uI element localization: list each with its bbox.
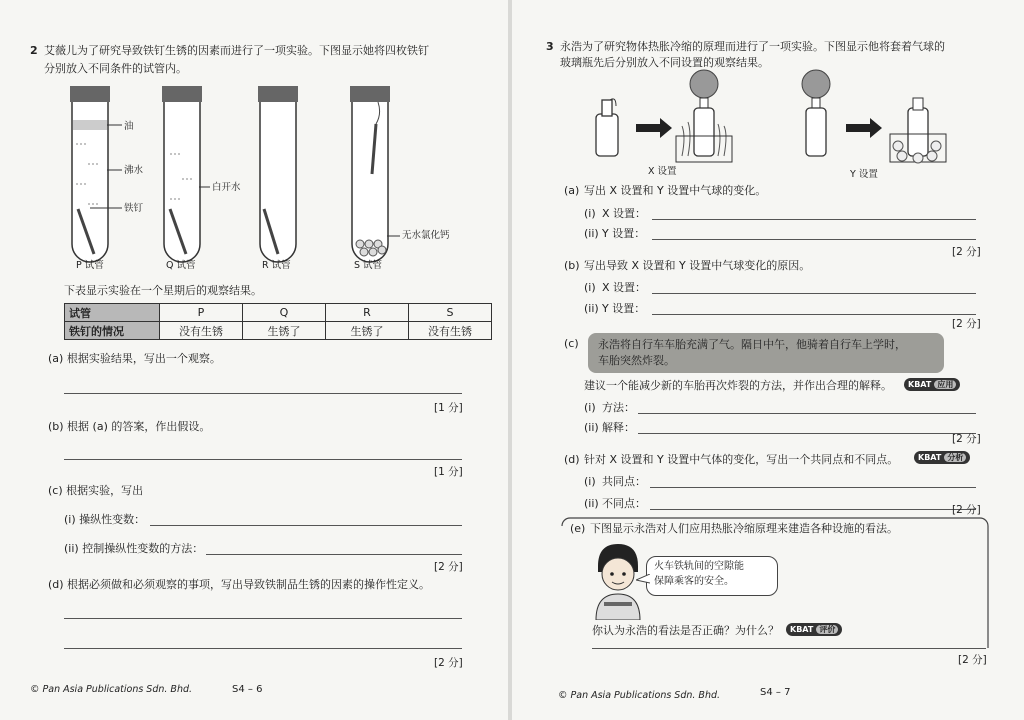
table-header-cell: 铁钉的情况 xyxy=(65,322,160,340)
kbat-badge: KBAT 分析 xyxy=(914,451,970,464)
page-number: S4 – 6 xyxy=(232,684,263,695)
question-a-ii: Y 设置： xyxy=(602,227,646,240)
tube-label-q: Q 试管 xyxy=(166,260,196,271)
marks-c: [2 分] xyxy=(434,561,463,573)
answer-line[interactable] xyxy=(206,554,462,555)
question-a-i: X 设置： xyxy=(602,207,647,220)
question-b-i: X 设置： xyxy=(602,281,647,294)
answer-line[interactable] xyxy=(638,413,976,414)
roman-ii: (ii) xyxy=(584,497,599,510)
question-d-i: 共同点： xyxy=(602,475,646,488)
tube-q xyxy=(162,86,210,262)
setup-x-heated xyxy=(676,70,732,162)
roman-ii: (ii) xyxy=(584,421,599,434)
tube-s xyxy=(350,86,400,262)
table-header-cell: 试管 xyxy=(65,304,160,322)
question-b: (b) 根据 (a) 的答案，作出假设。 xyxy=(48,420,211,433)
answer-line[interactable] xyxy=(652,314,976,315)
question-b-label: (b) xyxy=(564,259,580,272)
table-cell: S xyxy=(409,304,492,322)
roman-i: (i) xyxy=(584,207,596,220)
marks-b: [1 分] xyxy=(434,466,463,478)
table-cell: R xyxy=(326,304,409,322)
tube-p xyxy=(70,86,122,262)
tube-r xyxy=(258,86,298,262)
setup-x-bottle xyxy=(596,99,618,156)
answer-line[interactable] xyxy=(650,509,976,510)
kbat-badge: KBAT 评价 xyxy=(786,623,842,636)
table-row xyxy=(65,304,492,322)
roman-ii: (ii) xyxy=(584,302,599,315)
label-boiled-water: 沸水 xyxy=(124,165,144,176)
question-intro: 艾薇儿为了研究导致铁钉生锈的因素而进行了一项实验。下图显示她将四枚铁钉 xyxy=(44,44,429,57)
question-d-ii: 不同点： xyxy=(602,497,646,510)
scenario-text: 永浩将自行车车胎充满了气。隔日中午，他骑着自行车上学时， xyxy=(598,338,906,351)
table-caption: 下表显示实验在一个星期后的观察结果。 xyxy=(64,284,262,297)
setup-y-label: Y 设置 xyxy=(850,169,878,180)
question-a: (a) 根据实验结果，写出一个观察。 xyxy=(48,352,221,365)
setup-y-cooled xyxy=(890,98,946,163)
roman-i: (i) xyxy=(584,401,596,414)
roman-i: (i) xyxy=(584,281,596,294)
label-cool-boiled-water: 白开水 xyxy=(212,182,241,193)
kbat-badge: KBAT 应用 xyxy=(904,378,960,391)
question-c-i: 方法： xyxy=(602,401,635,414)
marks-d: [2 分] xyxy=(434,657,463,669)
speech-text-2: 保障乘客的安全。 xyxy=(654,576,734,587)
question-b: 写出导致 X 设置和 Y 设置中气球变化的原因。 xyxy=(584,259,811,272)
marks-c: [2 分] xyxy=(952,433,981,445)
answer-line[interactable] xyxy=(64,393,462,394)
question-number: 2 xyxy=(30,44,38,57)
question-c-ii: (ii) 控制操纵性变数的方法： xyxy=(64,542,204,555)
answer-line[interactable] xyxy=(592,648,986,649)
table-row xyxy=(65,322,492,340)
setup-x-label: X 设置 xyxy=(648,166,677,177)
table-cell: Q xyxy=(243,304,326,322)
question-intro: 永浩为了研究物体热胀冷缩的原理而进行了一项实验。下图显示他将套着气球的 xyxy=(560,40,945,53)
page-number: S4 – 7 xyxy=(760,687,791,698)
setup-y-bottle xyxy=(802,70,830,156)
question-a: 写出 X 设置和 Y 设置中气球的变化。 xyxy=(584,184,767,197)
question-c-i: (i) 操纵性变数： xyxy=(64,513,146,526)
question-number: 3 xyxy=(546,40,554,53)
marks-a: [2 分] xyxy=(952,246,981,258)
label-oil: 油 xyxy=(124,121,134,132)
question-c-label: (c) xyxy=(564,337,579,350)
question-b-ii: Y 设置： xyxy=(602,302,646,315)
label-cacl2: 无水氯化钙 xyxy=(402,230,450,241)
marks-b: [2 分] xyxy=(952,318,981,330)
results-table xyxy=(64,303,492,340)
question-c-ii: 解释： xyxy=(602,421,635,434)
roman-i: (i) xyxy=(584,475,596,488)
left-page xyxy=(0,0,508,720)
marks-a: [1 分] xyxy=(434,402,463,414)
question-d: (d) 根据必须做和必须观察的事项，写出导致铁制品生锈的因素的操作性定义。 xyxy=(48,578,431,591)
answer-line[interactable] xyxy=(150,525,462,526)
label-nail: 铁钉 xyxy=(124,203,144,214)
scenario-text-2: 车胎突然炸裂。 xyxy=(598,354,675,367)
table-cell: 生锈了 xyxy=(243,322,326,340)
right-page xyxy=(512,0,1024,720)
answer-line[interactable] xyxy=(638,433,976,434)
speech-bubble-tail xyxy=(636,574,650,584)
question-intro-2: 玻璃瓶先后分别放入不同设置的观察结果。 xyxy=(560,56,769,69)
tube-label-r: R 试管 xyxy=(262,260,291,271)
answer-line[interactable] xyxy=(64,648,462,649)
balloon-bottle-diagram xyxy=(590,66,950,166)
marks-d: [2 分] xyxy=(952,504,981,516)
table-cell: 没有生锈 xyxy=(409,322,492,340)
question-a-label: (a) xyxy=(564,184,580,197)
tube-label-s: S 试管 xyxy=(354,260,383,271)
question-e: 下图显示永浩对人们应用热胀冷缩原理来建造各种设施的看法。 xyxy=(590,522,898,535)
question-c: 建议一个能减少新的车胎再次炸裂的方法，并作出合理的解释。 xyxy=(584,379,892,392)
publisher-footer: © Pan Asia Publications Sdn. Bhd. xyxy=(30,684,193,695)
question-intro-2: 分别放入不同条件的试管内。 xyxy=(44,62,187,75)
marks-e: [2 分] xyxy=(958,654,987,666)
table-cell: P xyxy=(160,304,243,322)
answer-line[interactable] xyxy=(652,239,976,240)
publisher-footer: © Pan Asia Publications Sdn. Bhd. xyxy=(558,690,721,701)
roman-ii: (ii) xyxy=(584,227,599,240)
answer-line[interactable] xyxy=(652,219,976,220)
tube-label-p: P 试管 xyxy=(76,260,104,271)
question-c: (c) 根据实验，写出 xyxy=(48,484,144,497)
question-e-prompt: 你认为永浩的看法是否正确？为什么？ xyxy=(592,624,779,637)
question-d: 针对 X 设置和 Y 设置中气体的变化，写出一个共同点和不同点。 xyxy=(584,453,899,466)
test-tubes-diagram xyxy=(60,84,480,274)
answer-line[interactable] xyxy=(64,459,462,460)
question-d-label: (d) xyxy=(564,453,580,466)
table-cell: 没有生锈 xyxy=(160,322,243,340)
arrow-x xyxy=(636,118,672,138)
answer-line[interactable] xyxy=(64,618,462,619)
speech-text: 火车铁轨间的空隙能 xyxy=(654,561,744,572)
table-cell: 生锈了 xyxy=(326,322,409,340)
question-e-label: (e) xyxy=(570,522,586,535)
answer-line[interactable] xyxy=(652,293,976,294)
arrow-y xyxy=(846,118,882,138)
answer-line[interactable] xyxy=(650,487,976,488)
